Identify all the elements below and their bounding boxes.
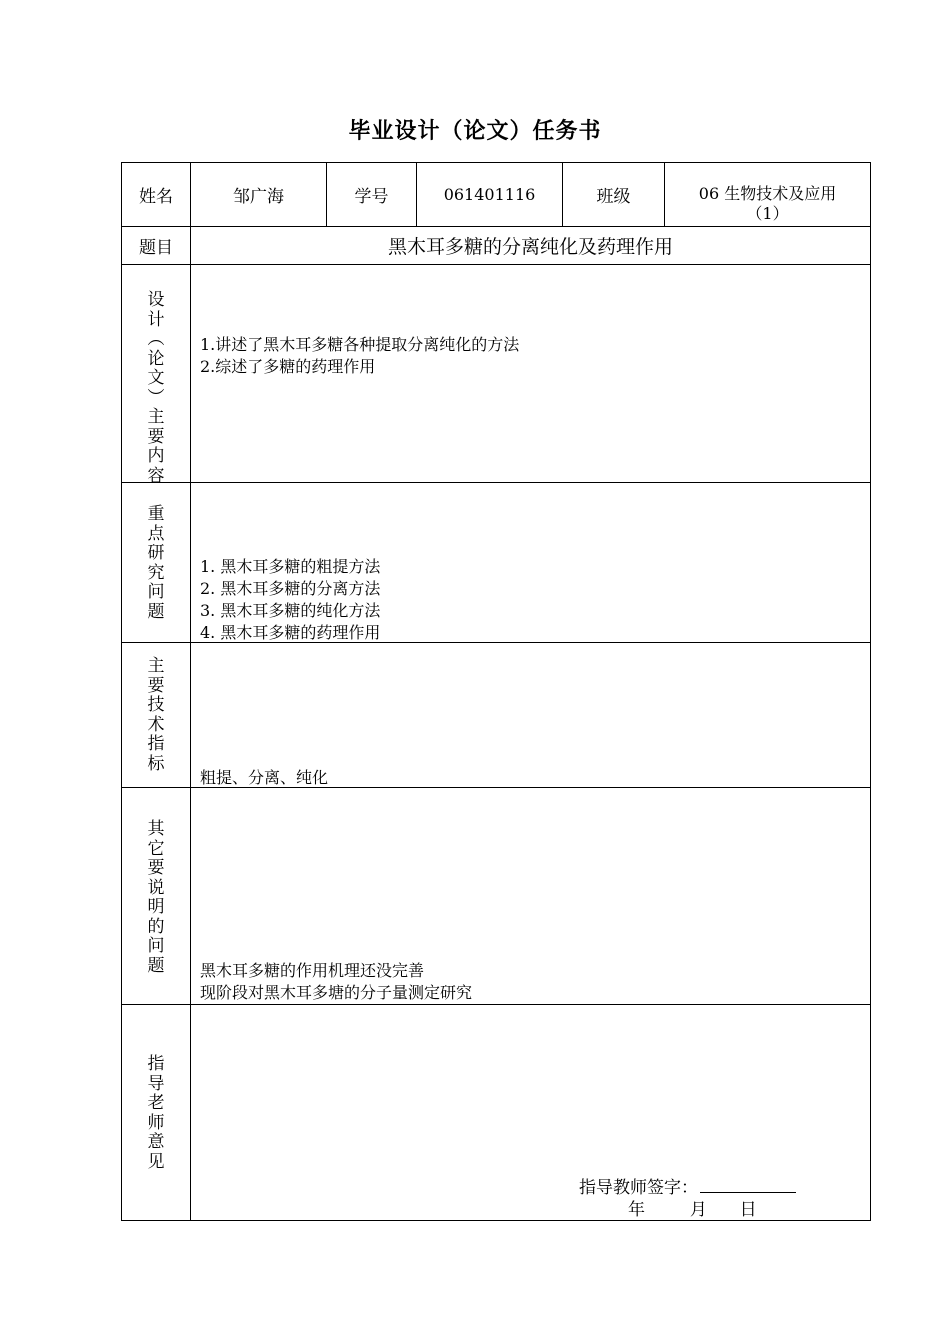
main-content-label-char: 论: [147, 348, 165, 369]
main-content-label-char: 内: [147, 446, 165, 466]
id-value-cell: [417, 163, 563, 227]
tech-indicators-text: [200, 767, 328, 789]
key-problems-line: 1. 黑木耳多糖的粗提方法: [200, 557, 381, 576]
key-problems-line: 4. 黑木耳多糖的药理作用: [200, 623, 381, 642]
topic-label: 题目: [139, 238, 173, 258]
key-problems-label-char: 问: [147, 582, 165, 602]
advisor-date-row: [628, 1199, 757, 1221]
other-issues-label-char: 的: [147, 916, 165, 937]
advisor-signature-row: [579, 1177, 796, 1199]
class-value-line1: 06 生物技术及应用: [698, 184, 837, 203]
other-issues-line: 现阶段对黑木耳多塘的分子量测定研究: [200, 983, 473, 1002]
task-table: [121, 162, 871, 1221]
main-content-text: [200, 334, 519, 378]
class-label: 班级: [596, 187, 631, 207]
tech-indicators-line: 粗提、分离、纯化: [200, 768, 329, 787]
other-issues-label-char: 说: [147, 877, 165, 898]
key-problems-text: [200, 556, 380, 644]
key-problems-body-cell: [191, 483, 871, 643]
document-title: 毕业设计（论文）任务书: [348, 119, 602, 144]
date-year: 年: [628, 1200, 645, 1220]
other-issues-label-char: 要: [147, 858, 165, 878]
advisor-opinion-label-cell: [122, 1005, 191, 1221]
key-problems-label-char: 重: [147, 504, 165, 524]
tech-indicators-label-char: 主: [147, 656, 165, 676]
other-issues-body-cell: [191, 788, 871, 1005]
main-content-label-char: 文: [147, 368, 165, 388]
main-content-label-char: 设: [147, 290, 165, 310]
main-content-label-char: 要: [147, 426, 165, 447]
tech-indicators-label-char: 指: [147, 734, 165, 754]
key-problems-label-char: 研: [147, 543, 165, 563]
other-issues-text: [200, 960, 472, 1004]
advisor-opinion-label-char: 师: [147, 1112, 165, 1133]
main-content-label-cell: [122, 265, 191, 486]
tech-indicators-body-cell: [191, 643, 871, 788]
id-label-cell: [327, 163, 417, 227]
other-issues-line: 黑木耳多糖的作用机理还没完善: [200, 961, 425, 980]
topic-label-cell: [122, 227, 191, 265]
main-content-line: 1.讲述了黑木耳多糖各种提取分离纯化的方法: [200, 335, 520, 354]
name-value: 邹广海: [233, 187, 284, 207]
name-label-cell: [122, 163, 191, 227]
tech-indicators-label-char: 标: [147, 753, 165, 774]
advisor-opinion-label-char: 指: [147, 1054, 165, 1074]
class-value-line2: （1）: [746, 204, 789, 223]
name-label: 姓名: [139, 187, 173, 207]
advisor-opinion-label-char: 导: [147, 1073, 165, 1094]
date-day: 日: [739, 1200, 757, 1220]
other-issues-label-char: 题: [147, 955, 165, 976]
main-content-line: 2.综述了多糖的药理作用: [200, 357, 376, 376]
main-content-body-cell: [191, 265, 871, 483]
advisor-signature-label: 指导教师签字：: [579, 1178, 698, 1198]
main-content-label-char: ︶: [147, 387, 165, 408]
id-label: 学号: [354, 187, 389, 207]
other-issues-label: [122, 820, 190, 976]
key-problems-label-char: 题: [147, 601, 165, 622]
key-problems-label-cell: [122, 483, 191, 643]
main-content-label-char: 容: [147, 465, 165, 486]
tech-indicators-label-char: 技: [147, 695, 165, 715]
key-problems-label: [122, 505, 190, 622]
advisor-opinion-label-char: 见: [147, 1151, 165, 1172]
name-value-cell: [191, 163, 327, 227]
tech-indicators-label-char: 术: [147, 714, 165, 735]
advisor-opinion-label-char: 老: [147, 1093, 165, 1113]
topic-value-cell: [191, 227, 871, 265]
other-issues-label-char: 明: [147, 897, 165, 917]
date-month: 月: [689, 1200, 707, 1220]
other-issues-label-char: 它: [147, 838, 165, 859]
tech-indicators-label-char: 要: [147, 675, 165, 696]
tech-indicators-label-cell: [122, 643, 191, 788]
class-label-cell: [563, 163, 665, 227]
other-issues-label-char: 问: [147, 936, 165, 956]
key-problems-line: 2. 黑木耳多糖的分离方法: [200, 579, 381, 598]
class-value-cell: [665, 163, 871, 227]
advisor-opinion-label: [122, 1055, 190, 1172]
advisor-opinion-body-cell: [191, 1005, 871, 1221]
topic-value: 黑木耳多糖的分离纯化及药理作用: [387, 236, 673, 258]
main-content-label-char: ︵: [147, 329, 165, 349]
other-issues-label-cell: [122, 788, 191, 1005]
tech-indicators-label: [122, 657, 190, 774]
other-issues-label-char: 其: [147, 819, 165, 839]
key-problems-label-char: 究: [147, 562, 165, 583]
main-content-label-char: 主: [147, 407, 165, 427]
advisor-opinion-label-char: 意: [147, 1132, 165, 1152]
id-value: 061401116: [443, 185, 536, 204]
key-problems-label-char: 点: [147, 523, 165, 544]
advisor-signature-line[interactable]: [700, 1178, 796, 1193]
main-content-label: [122, 291, 190, 486]
main-content-label-char: 计: [147, 309, 165, 330]
key-problems-line: 3. 黑木耳多糖的纯化方法: [200, 601, 381, 620]
